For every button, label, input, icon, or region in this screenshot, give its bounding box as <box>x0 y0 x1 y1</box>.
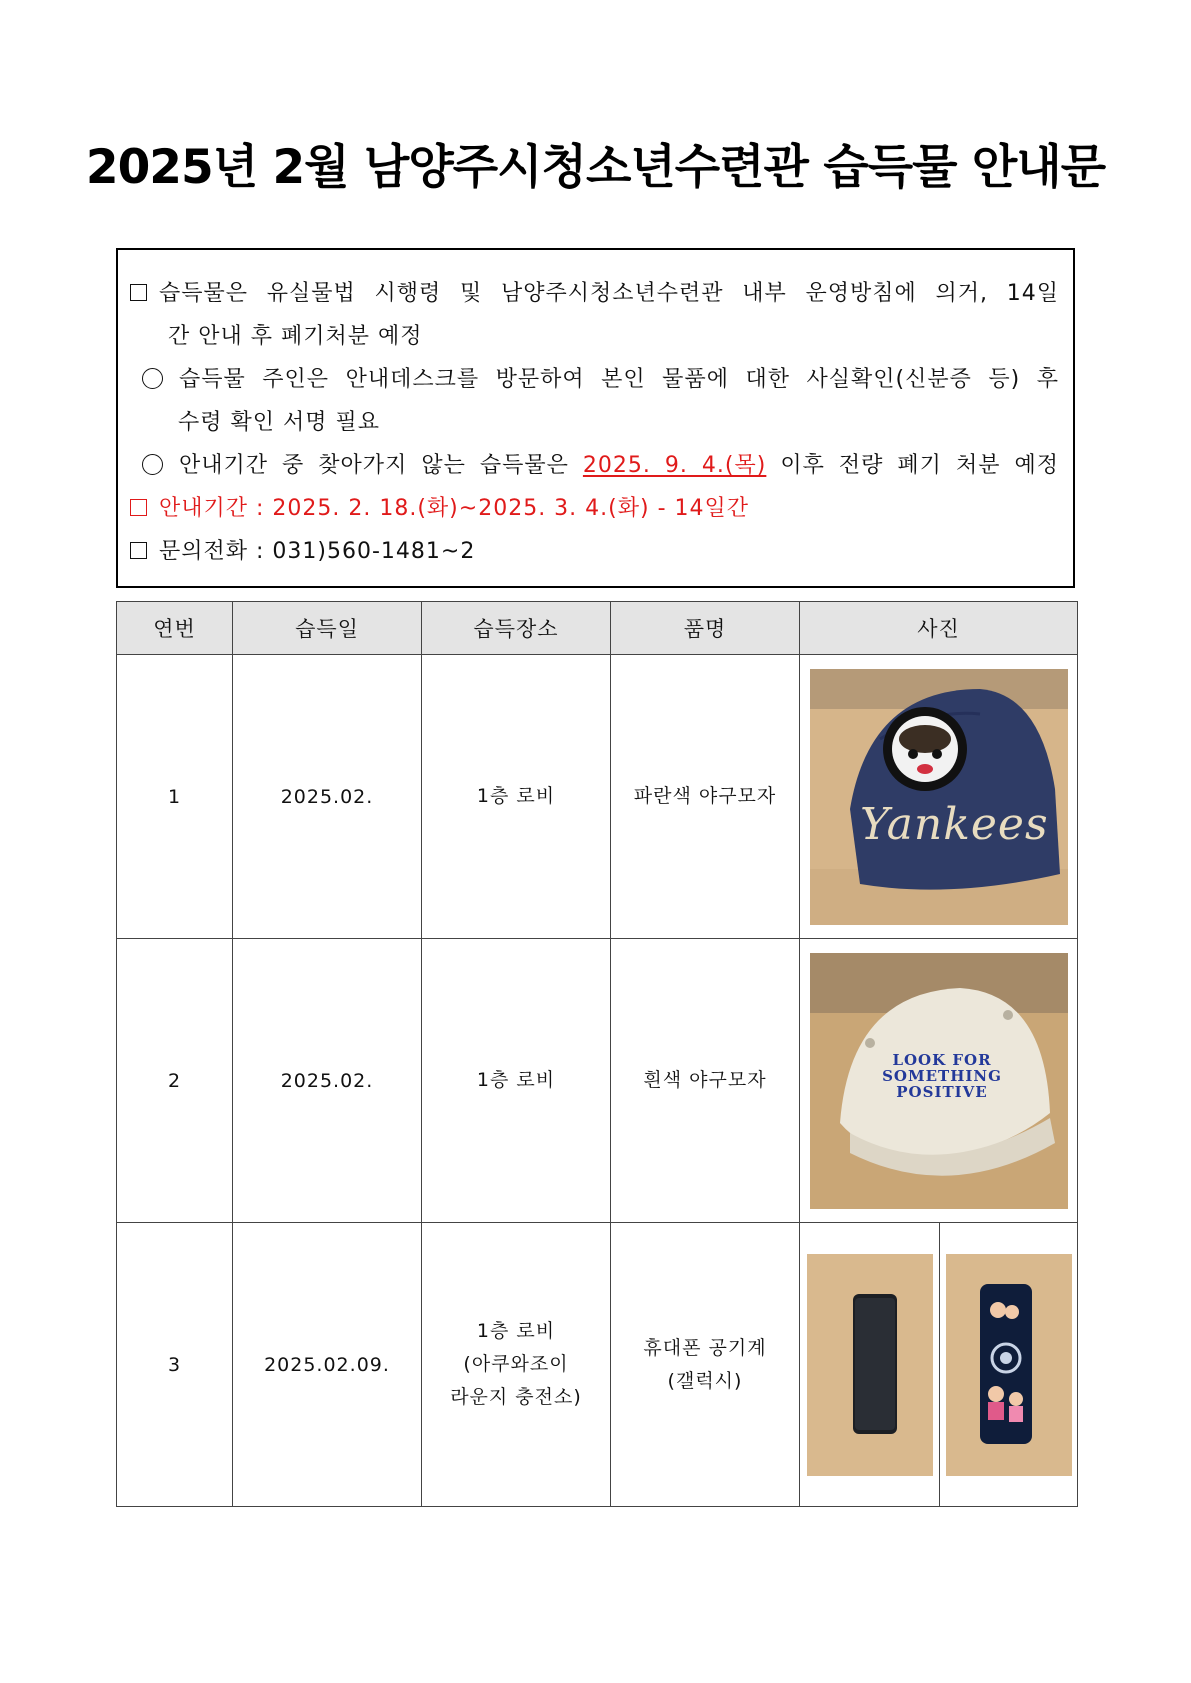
header-place: 습득장소 <box>422 602 611 655</box>
phone-back-photo <box>946 1254 1072 1476</box>
table-header-row <box>117 602 1078 655</box>
cell-item: 파란색 야구모자 <box>611 655 800 939</box>
cell-photo-front <box>800 1223 940 1507</box>
page-title: 2025년 2월 남양주시청소년수련관 습득물 안내문 <box>85 140 1106 195</box>
cell-no: 2 <box>117 939 233 1223</box>
header-item: 품명 <box>611 602 800 655</box>
checkbox-square-icon <box>130 499 147 516</box>
checkbox-square-icon <box>130 284 147 301</box>
header-no: 연번 <box>117 602 233 655</box>
notice-contact: 문의전화 : 031)560-1481~2 <box>130 534 1059 565</box>
blue-cap-photo <box>810 669 1068 925</box>
svg-text:LOOK FOR: LOOK FOR <box>891 1050 992 1069</box>
cell-no: 1 <box>117 655 233 939</box>
cell-photo-back <box>940 1223 1078 1507</box>
cell-place: 1층 로비 <box>422 655 611 939</box>
notice-box <box>116 248 1075 588</box>
checkbox-square-icon <box>130 542 147 559</box>
circle-bullet-icon <box>142 454 163 475</box>
notice-line-2: 습득물 주인은 안내데스크를 방문하여 본인 물품에 대한 사실확인(신분증 등) 후 <box>142 362 1059 393</box>
svg-text:POSITIVE: POSITIVE <box>895 1082 988 1101</box>
phone-front-photo <box>807 1254 933 1476</box>
header-date: 습득일 <box>233 602 422 655</box>
cell-date: 2025.02. <box>233 655 422 939</box>
svg-text:SOMETHING: SOMETHING <box>881 1066 1002 1085</box>
cell-no: 3 <box>117 1223 233 1507</box>
notice-period: 안내기간 : 2025. 2. 18.(화)~2025. 3. 4.(화) - 14일간 <box>130 491 1059 522</box>
table-row <box>117 939 1078 1223</box>
white-cap-photo <box>810 953 1068 1209</box>
circle-bullet-icon <box>142 368 163 389</box>
cell-date: 2025.02. <box>233 939 422 1223</box>
cell-place: 1층 로비 <box>422 939 611 1223</box>
cell-item: 휴대폰 공기계 (갤럭시) <box>611 1223 800 1507</box>
cell-photo <box>800 939 1078 1223</box>
cell-date: 2025.02.09. <box>233 1223 422 1507</box>
notice-line-2b: 수령 확인 서명 필요 <box>178 410 380 435</box>
cell-photo <box>800 655 1078 939</box>
notice-line-1b: 간 안내 후 폐기처분 예정 <box>168 324 423 349</box>
cap-embroidery: Yankees <box>859 798 1049 850</box>
table-row <box>117 1223 1078 1507</box>
notice-line-3: 안내기간 중 찾아가지 않는 습득물은 2025. 9. 4.(목) 이후 전량 폐기 처분 예정 <box>142 448 1059 479</box>
notice-line-1: 습득물은 유실물법 시행령 및 남양주시청소년수련관 내부 운영방침에 의거, 14일 <box>130 276 1059 307</box>
disposal-date: 2025. 9. 4.(목) <box>582 453 767 478</box>
cell-item: 흰색 야구모자 <box>611 939 800 1223</box>
cell-place: 1층 로비 (아쿠와조이 라운지 충전소) <box>422 1223 611 1507</box>
header-photo: 사진 <box>800 602 1078 655</box>
table-row <box>117 655 1078 939</box>
lost-items-table <box>116 601 1078 1507</box>
